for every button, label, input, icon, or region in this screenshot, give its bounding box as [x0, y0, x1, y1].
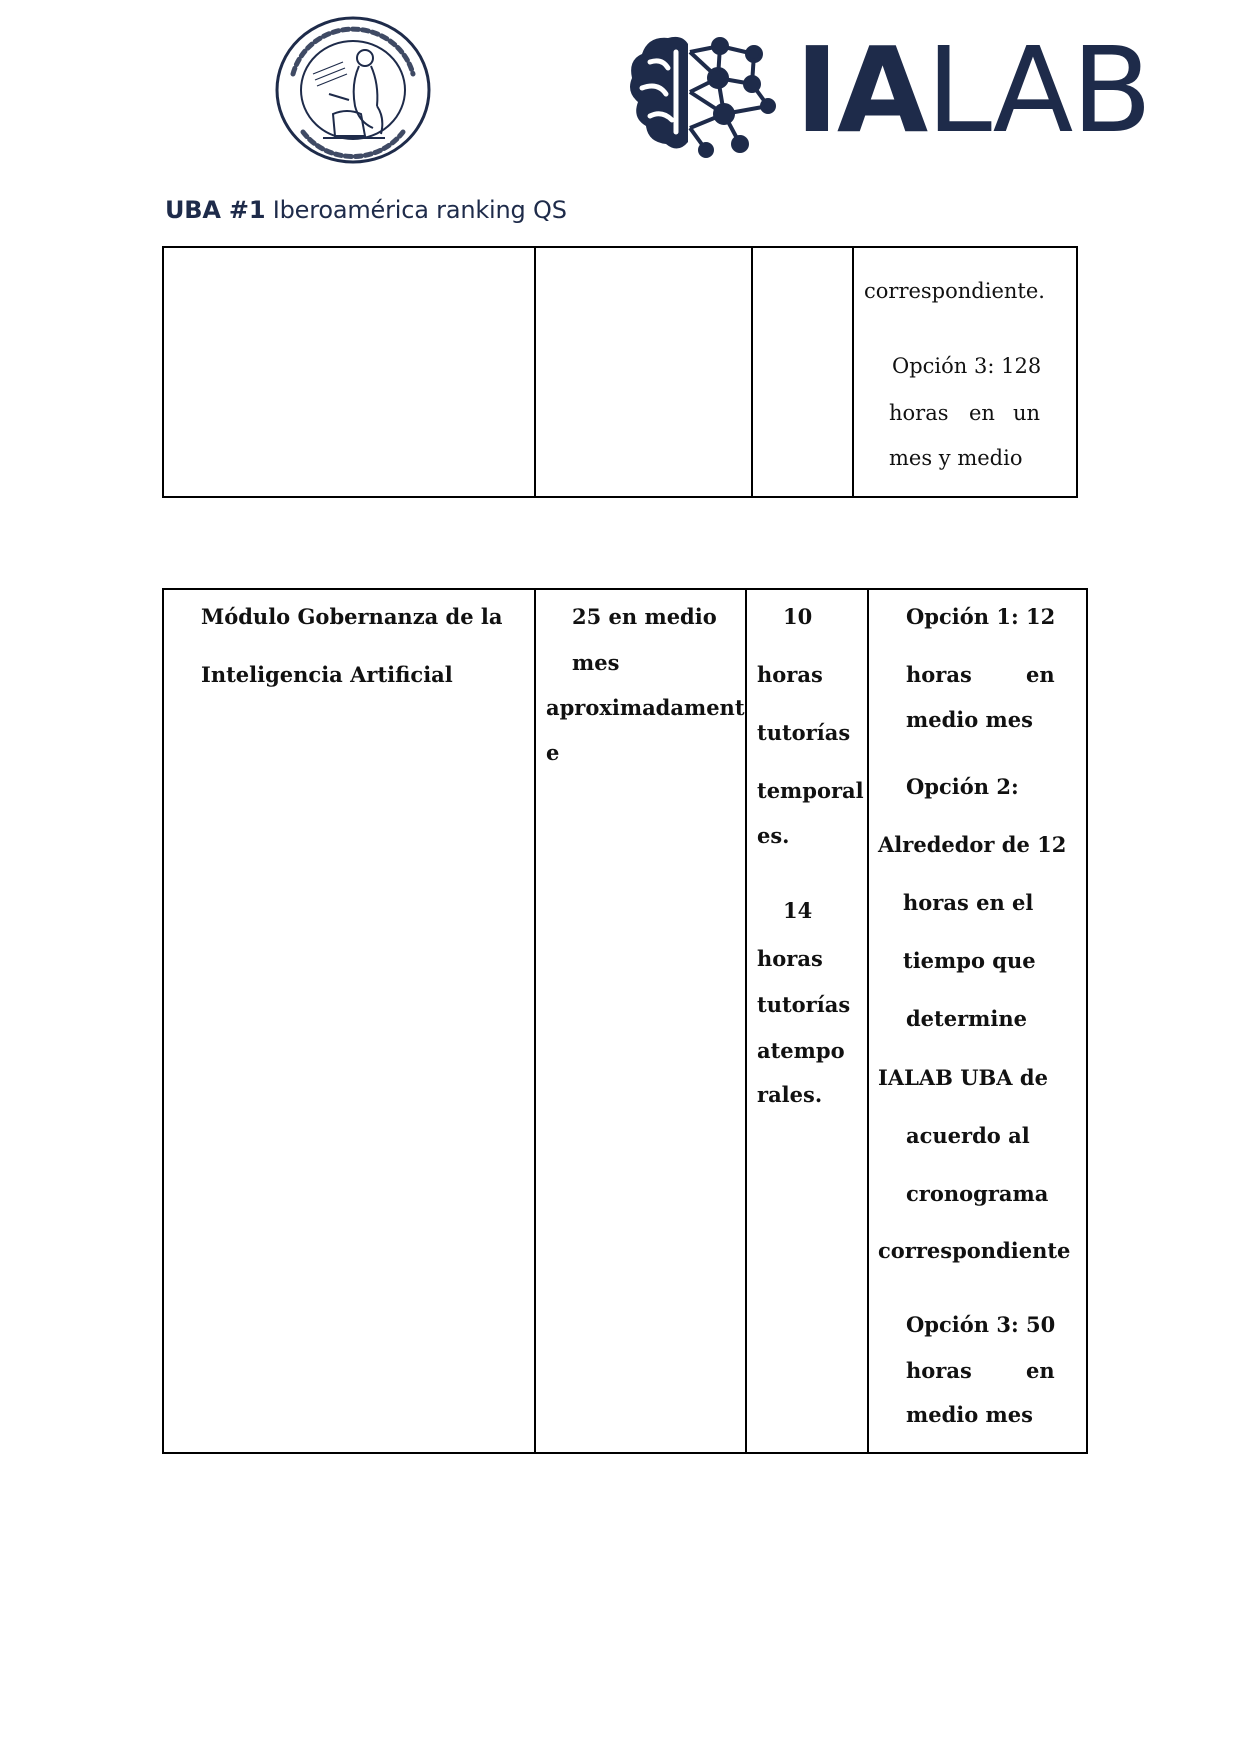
options-text: determine — [906, 1006, 1027, 1031]
table-cell-text: un — [1013, 401, 1041, 425]
options-text: Opción 3: 50 — [906, 1312, 1056, 1337]
tutorials-text: temporal — [757, 778, 864, 803]
options-text: horas — [906, 662, 972, 687]
options-text: en — [1026, 1358, 1055, 1383]
options-text: medio mes — [906, 1402, 1033, 1427]
options-text: acuerdo al — [906, 1123, 1030, 1148]
module-name: Inteligencia Artificial — [201, 662, 453, 687]
options-text: cronograma — [906, 1181, 1049, 1206]
tutorials-text: es. — [757, 823, 790, 848]
tutorials-text: tutorías — [757, 992, 851, 1017]
options-text: correspondiente — [878, 1238, 1071, 1263]
options-text: horas — [906, 1358, 972, 1383]
options-text: Alrededor de 12 — [878, 832, 1067, 857]
module-name: Módulo Gobernanza de la — [201, 604, 503, 629]
table-cell-text: en — [969, 401, 995, 425]
ialab-brain-icon — [628, 32, 778, 160]
table-cell-text: mes y medio — [889, 446, 1023, 470]
tutorials-text: rales. — [757, 1082, 823, 1107]
table-cell-text: correspondiente. — [864, 279, 1045, 303]
options-text: tiempo que — [903, 948, 1036, 973]
duration-text: 25 en medio — [572, 604, 717, 629]
table-cell-text: Opción 3: 128 — [892, 354, 1042, 378]
options-text: Opción 1: 12 — [906, 604, 1056, 629]
tutorials-text: tutorías — [757, 720, 851, 745]
options-text: medio mes — [906, 707, 1033, 732]
uba-seal-logo — [273, 14, 433, 166]
tutorials-text: horas — [757, 946, 823, 971]
tutorials-text: 14 — [783, 898, 813, 923]
table-cell-text: horas — [889, 401, 949, 425]
tutorials-text: horas — [757, 662, 823, 687]
tutorials-text: 10 — [783, 604, 813, 629]
options-text: Opción 2: — [906, 774, 1019, 799]
options-text: horas en el — [903, 890, 1034, 915]
options-text: en — [1026, 662, 1055, 687]
options-text: IALAB UBA de — [878, 1065, 1048, 1090]
ialab-wordmark: IALAB — [795, 21, 1151, 159]
tutorials-text: atempo — [757, 1038, 845, 1063]
duration-text: aproximadament — [546, 695, 745, 720]
duration-text: e — [546, 740, 560, 765]
duration-text: mes — [572, 650, 620, 675]
uba-ranking-tagline: UBA #1 Iberoamérica ranking QS — [165, 196, 567, 224]
